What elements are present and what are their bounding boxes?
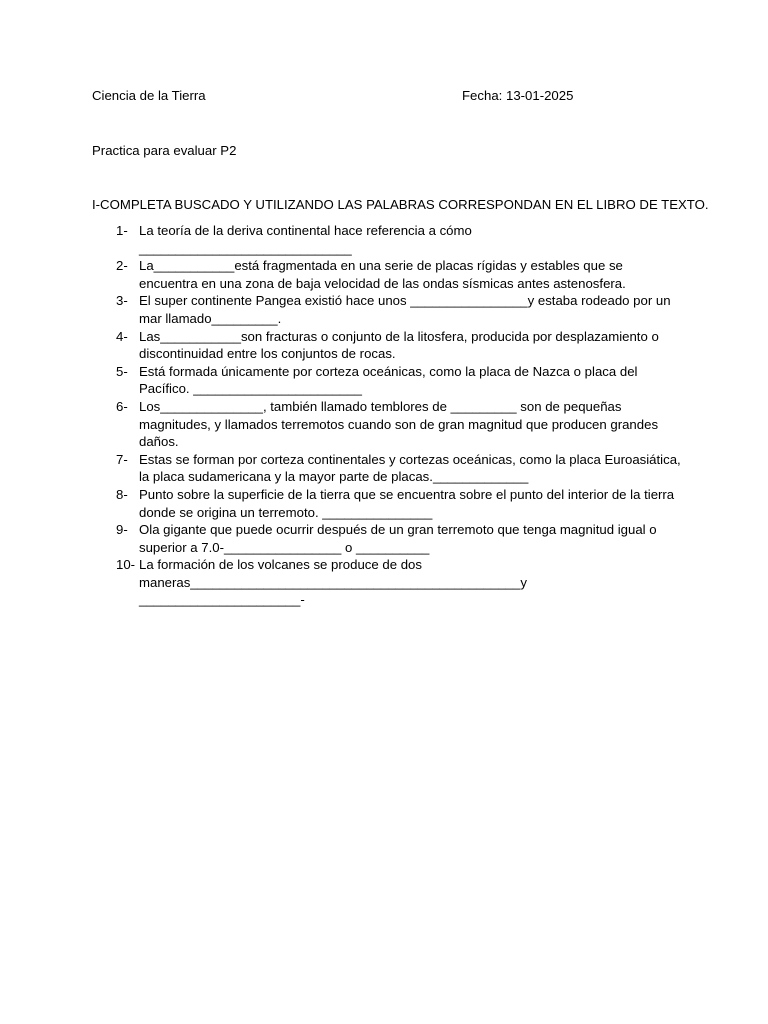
question-number: 1-	[116, 223, 128, 238]
question-number: 4-	[116, 328, 128, 344]
practice-title: Practica para evaluar P2	[92, 143, 237, 158]
question-item	[92, 398, 682, 451]
question-text: La___________está fragmentada en una serie de placas rígidas y estables que se encuentra en una zona de baja velocidad de las ondas sísmicas antes astenosfera.	[139, 258, 626, 291]
question-item	[92, 556, 682, 609]
question-number: 3-	[116, 293, 128, 309]
subject-title: Ciencia de la Tierra	[92, 88, 206, 103]
question-number: 8-	[116, 486, 128, 502]
question-number: 9-	[116, 522, 128, 538]
instruction-heading: I-COMPLETA BUSCADO Y UTILIZANDO LAS PALABRAS CORRESPONDAN EN EL LIBRO DE TEXTO.	[92, 197, 709, 212]
question-list	[92, 222, 682, 609]
question-text: La teoría de la deriva continental hace referencia a cómo _____________________________	[139, 223, 472, 256]
question-item	[92, 257, 682, 292]
date-label: Fecha: 13-01-2025	[462, 88, 574, 103]
question-number: 2-	[116, 258, 128, 274]
question-text: El super continente Pangea existió hace unos ________________y estaba rodeado por un mar llamado_________.	[139, 293, 671, 326]
question-item	[92, 451, 682, 486]
question-number: 10-	[116, 557, 136, 573]
question-text: Ola gigante que puede ocurrir después de un gran terremoto que tenga magnitud igual o superior a 7.0-________________ o __________	[139, 522, 657, 555]
question-item	[92, 328, 682, 363]
question-item	[92, 292, 682, 327]
question-text: Punto sobre la superficie de la tierra que se encuentra sobre el punto del interior de la tierra donde se origina un terremoto. _______________	[139, 486, 675, 520]
question-number: 7-	[116, 451, 128, 467]
question-number: 5-	[116, 363, 128, 379]
question-text: Estas se forman por corteza continentales y cortezas oceánicas, como la placa Euroasiática, la placa sudamericana y la mayor parte de placas._____________	[139, 451, 681, 485]
question-item	[92, 363, 682, 398]
question-text: La formación de los volcanes se produce de dos maneras_____________________________________________y ______________________-	[139, 557, 527, 608]
question-text: Está formada únicamente por corteza oceánicas, como la placa de Nazca o placa del Pacífico. _______________________	[139, 363, 638, 397]
question-text: Los______________, también llamado temblores de _________ son de pequeñas magnitudes, y llamados terremotos cuando son de gran magnitud que producen grandes daños.	[139, 398, 659, 450]
question-item	[92, 486, 682, 521]
question-item	[92, 521, 682, 556]
question-text: Las___________son fracturas o conjunto de la litosfera, producida por desplazamiento o discontinuidad entre los conjuntos de rocas.	[139, 328, 659, 362]
question-item	[92, 222, 682, 257]
question-number: 6-	[116, 398, 128, 414]
